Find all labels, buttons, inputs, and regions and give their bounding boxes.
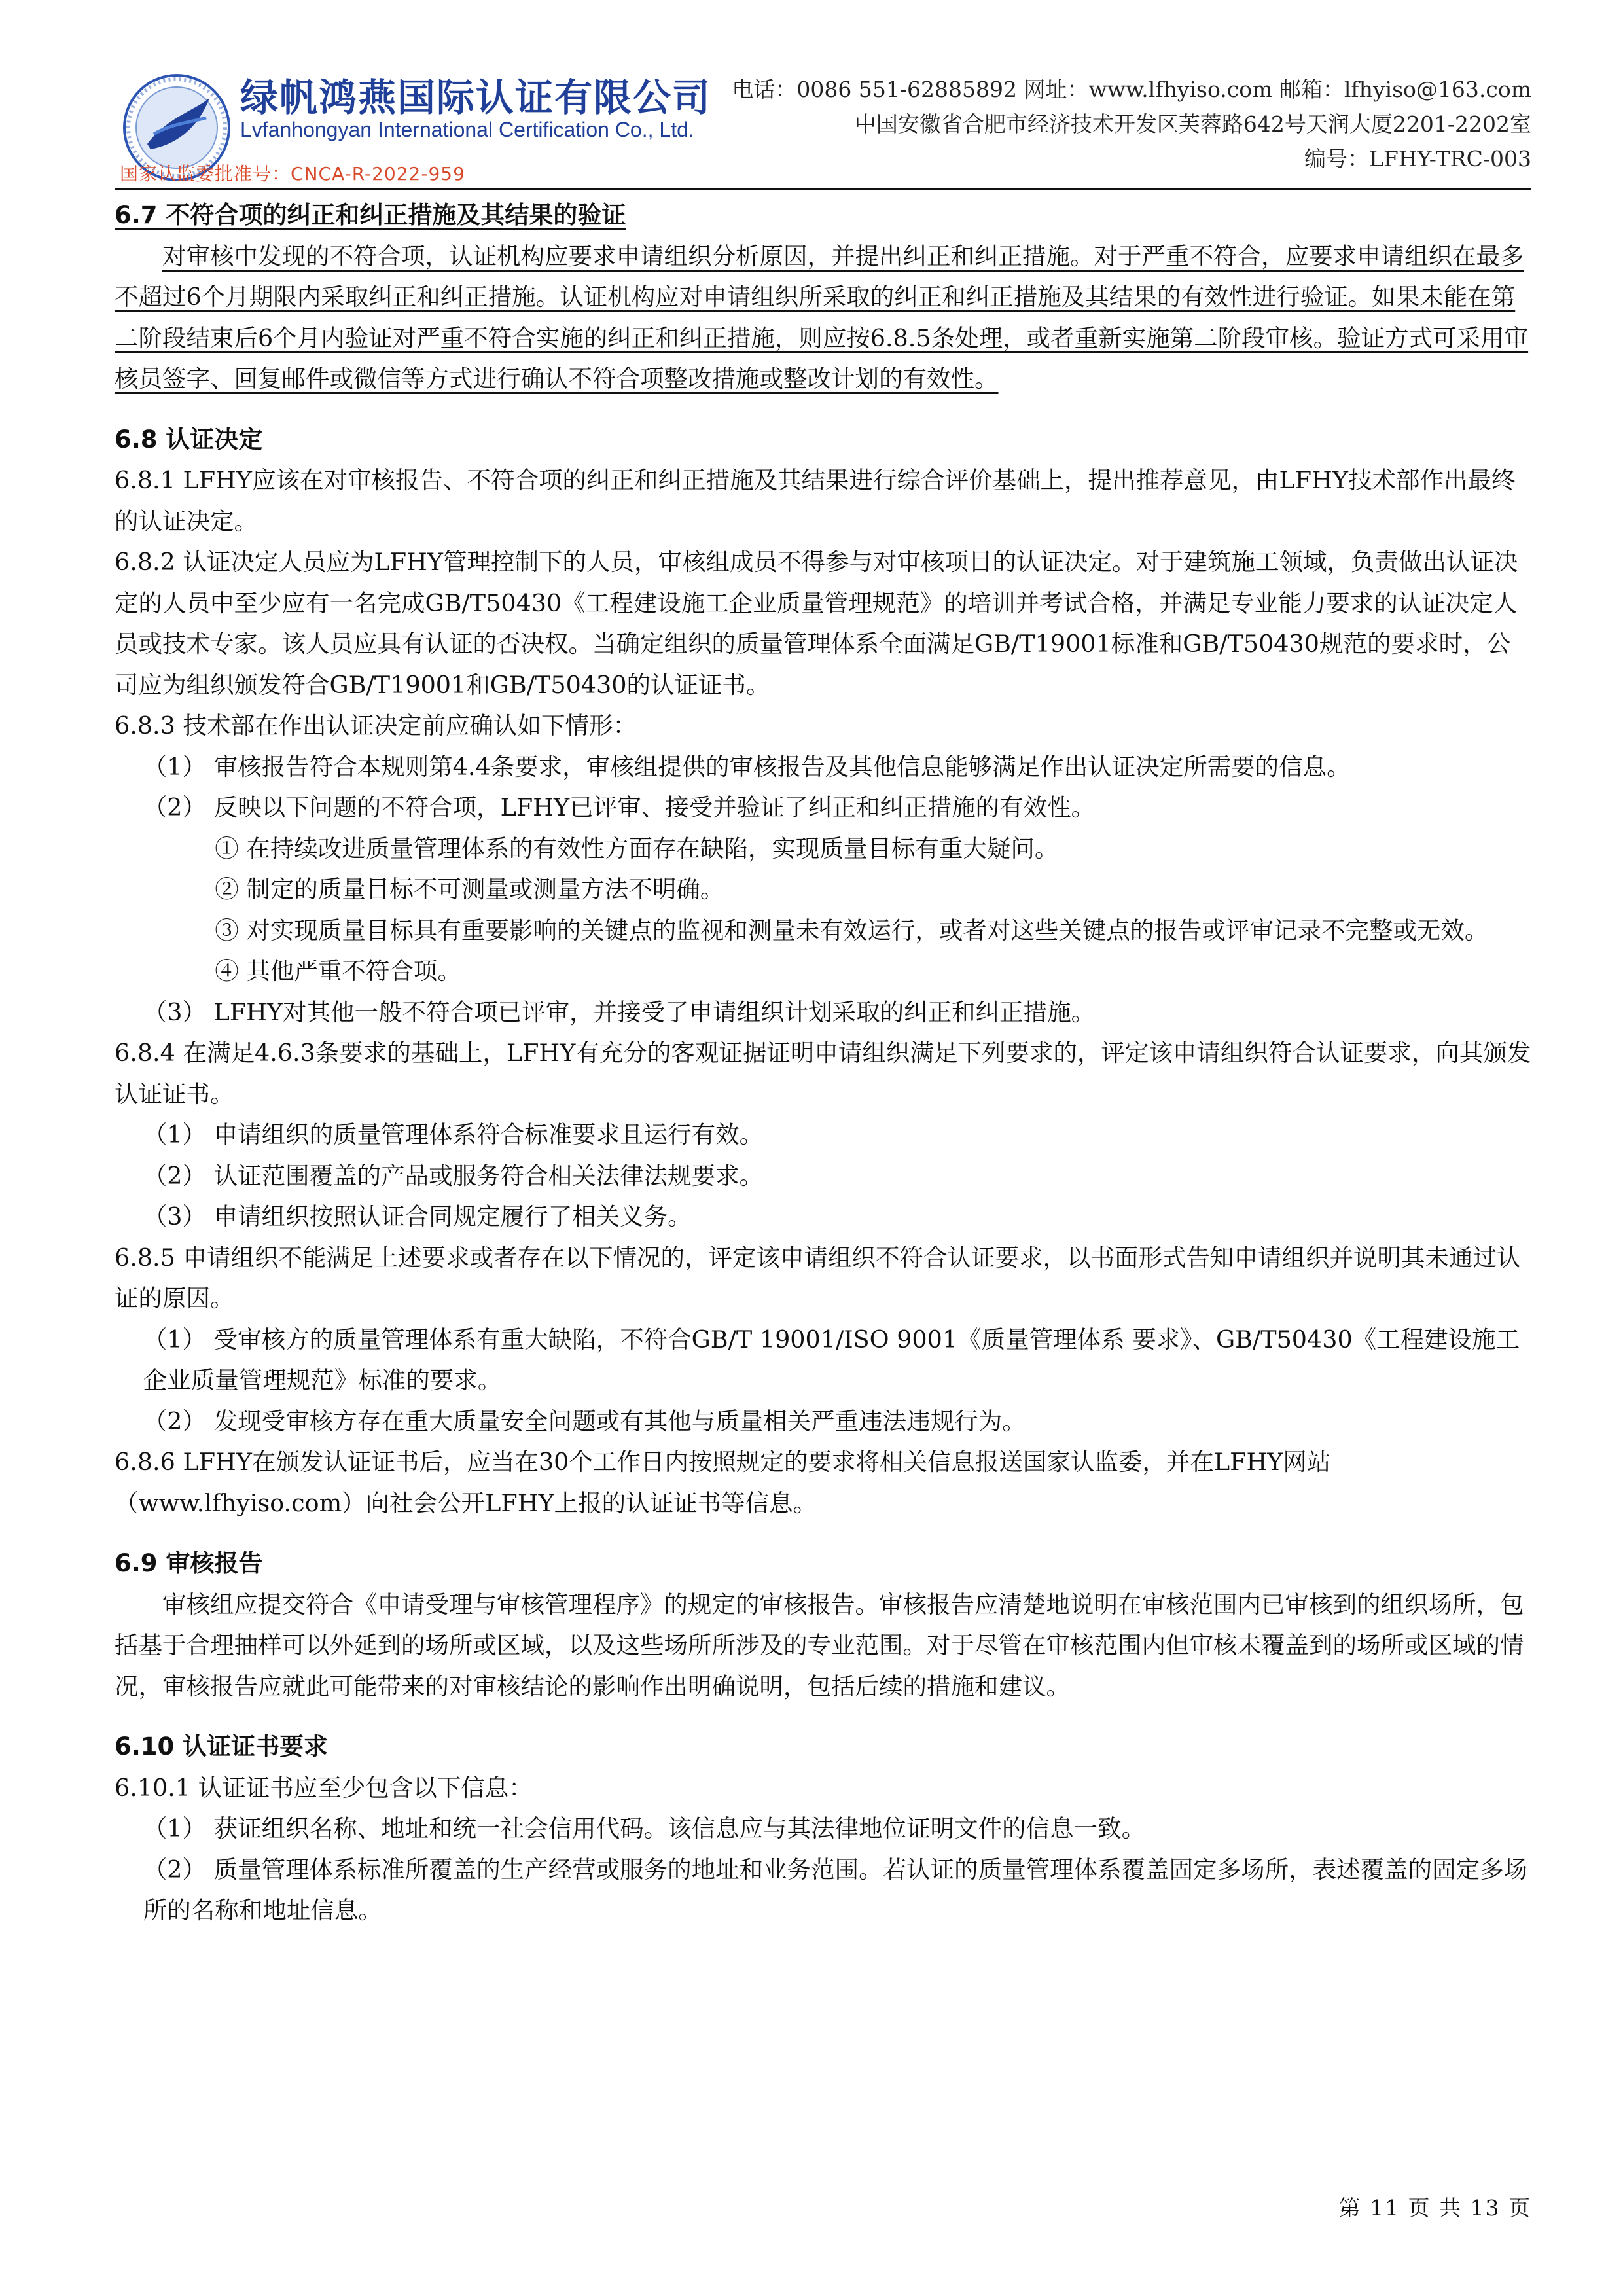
clause-6-8-5-item: （2） 发现受审核方存在重大质量安全问题或有其他与质量相关严重违法违规行为。 xyxy=(143,1407,1026,1435)
company-name-cn: 绿帆鸿燕国际认证有限公司 xyxy=(240,75,712,120)
address-line: 中国安徽省合肥市经济技术开发区芙蓉路642号天润大厦2201-2202室 xyxy=(854,111,1531,137)
clause-6-8-3-subitem: ② 制定的质量目标不可测量或测量方法不明确。 xyxy=(215,875,724,903)
clause-6-8-3: 6.8.3 技术部在作出认证决定前应确认如下情形： xyxy=(115,711,637,740)
clause-6-8-3-subitem: ④ 其他严重不符合项。 xyxy=(215,957,461,985)
contact-line: 电话：0086 551-62885892 网址：www.lfhyiso.com 邮箱：lfhyiso@163.com xyxy=(732,77,1531,102)
clause-6-10-1-item: （2） 质量管理体系标准所覆盖的生产经营或服务的地址和业务范围。若认证的质量管理体系覆盖固定多场所，表述覆盖的固定多场所的名称和地址信息。 xyxy=(143,1855,1528,1924)
letterhead xyxy=(115,60,1531,191)
document-body xyxy=(115,188,1531,1931)
clause-6-8-3-subitem: ③ 对实现质量目标具有重要影响的关键点的监视和测量未有效运行，或者对这些关键点的报告或评审记录不完整或无效。 xyxy=(215,916,1489,944)
clause-6-8-3-item: （3） LFHY对其他一般不符合项已评审，并接受了申请组织计划采取的纠正和纠正措施。 xyxy=(143,997,1096,1026)
clause-6-8-5: 6.8.5 申请组织不能满足上述要求或者存在以下情况的，评定该申请组织不符合认证要求，以书面形式告知申请组织并说明其未通过认证的原因。 xyxy=(115,1243,1521,1312)
contact-block xyxy=(732,72,1531,176)
document-number: 编号：LFHY-TRC-003 xyxy=(1304,146,1531,171)
clause-6-8-2: 6.8.2 认证决定人员应为LFHY管理控制下的人员，审核组成员不得参与对审核项目的认证决定。对于建筑施工领域，负责做出认证决定的人员中至少应有一名完成GB/T50430《工程建设施工企业质量管理规范》的培训并考试合格，并满足专业能力要求的认证决定人员或技术专家。该人员应具有认证的否决权。当确定组织的质量管理体系全面满足GB/T19001标准和GB/T50430规范的要求时，公司应为组织颁发符合GB/T19001和GB/T50430的认证证书。 xyxy=(115,548,1518,699)
section-6-9-paragraph: 审核组应提交符合《申请受理与审核管理程序》的规定的审核报告。审核报告应清楚地说明在审核范围内已审核到的组织场所，包括基于合理抽样可以外延到的场所或区域，以及这些场所所涉及的专业范围。对于尽管在审核范围内但审核未覆盖到的场所或区域的情况，审核报告应就此可能带来的对审核结论的影响作出明确说明，包括后续的措施和建议。 xyxy=(115,1590,1524,1700)
clause-6-10-1: 6.10.1 认证证书应至少包含以下信息： xyxy=(115,1773,533,1802)
approval-number: 国家认监委批准号：CNCA-R-2022-959 xyxy=(120,163,465,185)
company-name-en: Lvfanhongyan International Certification Co., Ltd. xyxy=(240,118,694,141)
section-6-7-paragraph: 对审核中发现的不符合项，认证机构应要求申请组织分析原因，并提出纠正和纠正措施。对于严重不符合，应要求申请组织在最多不超过6个月期限内采取纠正和纠正措施。认证机构应对申请组织所采取的纠正和纠正措施及其结果的有效性进行验证。如果未能在第二阶段结束后6个月内验证对严重不符合实施的纠正和纠正措施，则应按6.8.5条处理，或者重新实施第二阶段审核。验证方式可采用审核员签字、回复邮件或微信等方式进行确认不符合项整改措施或整改计划的有效性。 xyxy=(115,242,1529,393)
page-number: 第 11 页 共 13 页 xyxy=(1338,2195,1531,2221)
clause-6-8-4-item: （1） 申请组织的质量管理体系符合标准要求且运行有效。 xyxy=(143,1121,764,1149)
clause-6-8-4-item: （2） 认证范围覆盖的产品或服务符合相关法律法规要求。 xyxy=(143,1161,764,1190)
clause-6-8-1: 6.8.1 LFHY应该在对审核报告、不符合项的纠正和纠正措施及其结果进行综合评价基础上，提出推荐意见，由LFHY技术部作出最终的认证决定。 xyxy=(115,466,1516,535)
clause-6-8-4: 6.8.4 在满足4.6.3条要求的基础上，LFHY有充分的客观证据证明申请组织满足下列要求的，评定该申请组织符合认证要求，向其颁发认证证书。 xyxy=(115,1039,1531,1108)
section-6-8-title: 6.8 认证决定 xyxy=(115,425,263,454)
clause-6-8-3-item: （1） 审核报告符合本规则第4.4条要求，审核组提供的审核报告及其他信息能够满足作出认证决定所需要的信息。 xyxy=(143,752,1351,781)
section-6-7-title: 6.7 不符合项的纠正和纠正措施及其结果的验证 xyxy=(115,201,626,229)
section-6-10-title: 6.10 认证证书要求 xyxy=(115,1732,329,1761)
clause-6-8-6: 6.8.6 LFHY在颁发认证证书后，应当在30个工作日内按照规定的要求将相关信息报送国家认监委，并在LFHY网站（www.lfhyiso.com）向社会公开LFHY上报的认证证书等信息。 xyxy=(115,1448,1331,1517)
clause-6-8-3-subitem: ① 在持续改进质量管理体系的有效性方面存在缺陷，实现质量目标有重大疑问。 xyxy=(215,834,1059,863)
clause-6-8-3-item: （2） 反映以下问题的不符合项，LFHY已评审、接受并验证了纠正和纠正措施的有效性。 xyxy=(143,793,1096,821)
section-6-9-title: 6.9 审核报告 xyxy=(115,1549,263,1577)
clause-6-8-5-item: （1） 受审核方的质量管理体系有重大缺陷，不符合GB/T 19001/ISO 9001《质量管理体系 要求》、GB/T50430《工程建设施工企业质量管理规范》标准的要求。 xyxy=(143,1325,1520,1394)
clause-6-10-1-item: （1） 获证组织名称、地址和统一社会信用代码。该信息应与其法律地位证明文件的信息一致。 xyxy=(143,1814,1146,1842)
clause-6-8-4-item: （3） 申请组织按照认证合同规定履行了相关义务。 xyxy=(143,1202,692,1230)
